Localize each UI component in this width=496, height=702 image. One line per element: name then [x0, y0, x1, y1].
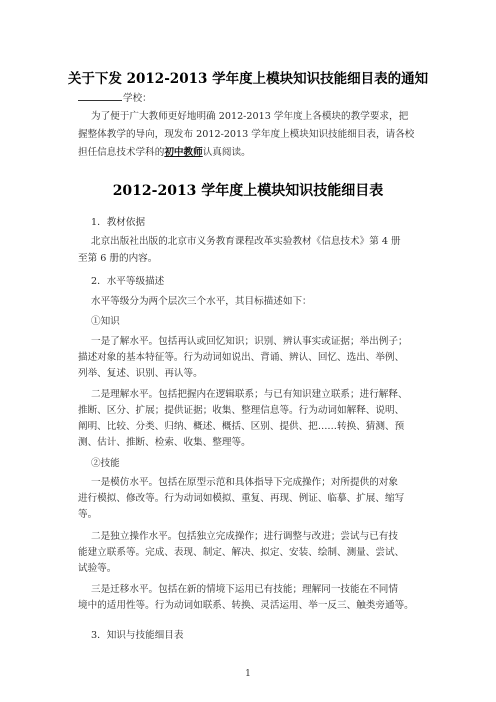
skill-p1-line-1: 一是模仿水平。包括在原型示范和具体指导下完成操作；对所提供的对象 — [91, 477, 398, 488]
skill-label: ②技能 — [91, 458, 120, 469]
notice-closing: 认真阅读。 — [202, 147, 251, 158]
skill-p2-line-1: 二是独立操作水平。包括独立完成操作；进行调整与改进；尝试与已有技 — [91, 531, 398, 542]
knowledge-p2-line-2: 推断、区分、扩展；提供证据；收集、整理信息等。行为动词如解释、说明、 — [78, 405, 405, 416]
page-number: 1 — [245, 669, 251, 679]
knowledge-label: ①知识 — [91, 316, 120, 327]
skill-p2-line-2: 能建立联系等。完成、表现、制定、解决、拟定、安装、绘制、测量、尝试、 — [78, 547, 405, 558]
skill-p1-line-2: 进行模拟、修改等。行为动词如模拟、重复、再现、例证、临摹、扩展、缩写 — [78, 493, 405, 504]
target-teachers-emphasis: 初中教师 — [164, 147, 203, 158]
salutation-suffix: 学校： — [123, 93, 152, 104]
section-1-line-1: 北京出版社出版的北京市义务教育课程改革实验教材《信息技术》第 4 册 — [91, 236, 401, 247]
section-2-heading: 2．水平等级描述 — [91, 276, 165, 287]
notice-body-line-3 — [78, 147, 251, 159]
knowledge-p2-line-1: 二是理解水平。包括把握内在逻辑联系；与已有知识建立联系；进行解释、 — [91, 389, 408, 400]
notice-body-line-2: 握整体教学的导向，现发布 2012-2013 学年度上模块知识技能细目表，请各校 — [78, 129, 415, 140]
section-2-intro: 水平等级分为两个层次三个水平，其目标描述如下： — [91, 296, 312, 307]
notice-title: 关于下发 2012-2013 学年度上模块知识技能细目表的通知 — [67, 71, 429, 87]
section-1-heading: 1．教材依据 — [91, 217, 146, 228]
knowledge-p2-line-4: 测、估计、推断、检索、收集、整理等。 — [78, 437, 251, 448]
skill-p2-line-3: 试验等。 — [78, 563, 117, 574]
skill-p3-line-2: 境中的适用性等。行为动词如联系、转换、灵活运用、举一反三、触类旁通等。 — [78, 600, 414, 611]
skill-p1-line-3: 等。 — [78, 509, 98, 520]
knowledge-p1-line-1: 一是了解水平。包括再认或回忆知识；识别、辨认事实或证据；举出例子； — [91, 336, 408, 347]
notice-body-line-3-text: 担任信息技术学科的 — [78, 147, 165, 158]
notice-body-line-1: 为了便于广大教师更好地明确 2012-2013 学年度上各模块的教学要求，把 — [91, 111, 409, 122]
school-name-blank — [78, 91, 122, 101]
knowledge-p2-line-3: 阐明、比较、分类、归纳、概述、概括、区别、提供、把……转换、猜测、预 — [78, 421, 405, 432]
document-title: 2012-2013 学年度上模块知识技能细目表 — [112, 183, 384, 199]
knowledge-p1-line-3: 列举、复述、识别、再认等。 — [78, 368, 203, 379]
section-3-heading: 3．知识与技能细目表 — [91, 630, 184, 641]
section-1-line-2: 至第 6 册的内容。 — [78, 253, 158, 264]
skill-p3-line-1: 三是迁移水平。包括在新的情境下运用已有技能；理解同一技能在不同情 — [91, 584, 398, 595]
knowledge-p1-line-2: 描述对象的基本特征等。行为动词如说出、背诵、辨认、回忆、选出、举例、 — [78, 352, 405, 363]
notice-salutation — [78, 91, 152, 105]
